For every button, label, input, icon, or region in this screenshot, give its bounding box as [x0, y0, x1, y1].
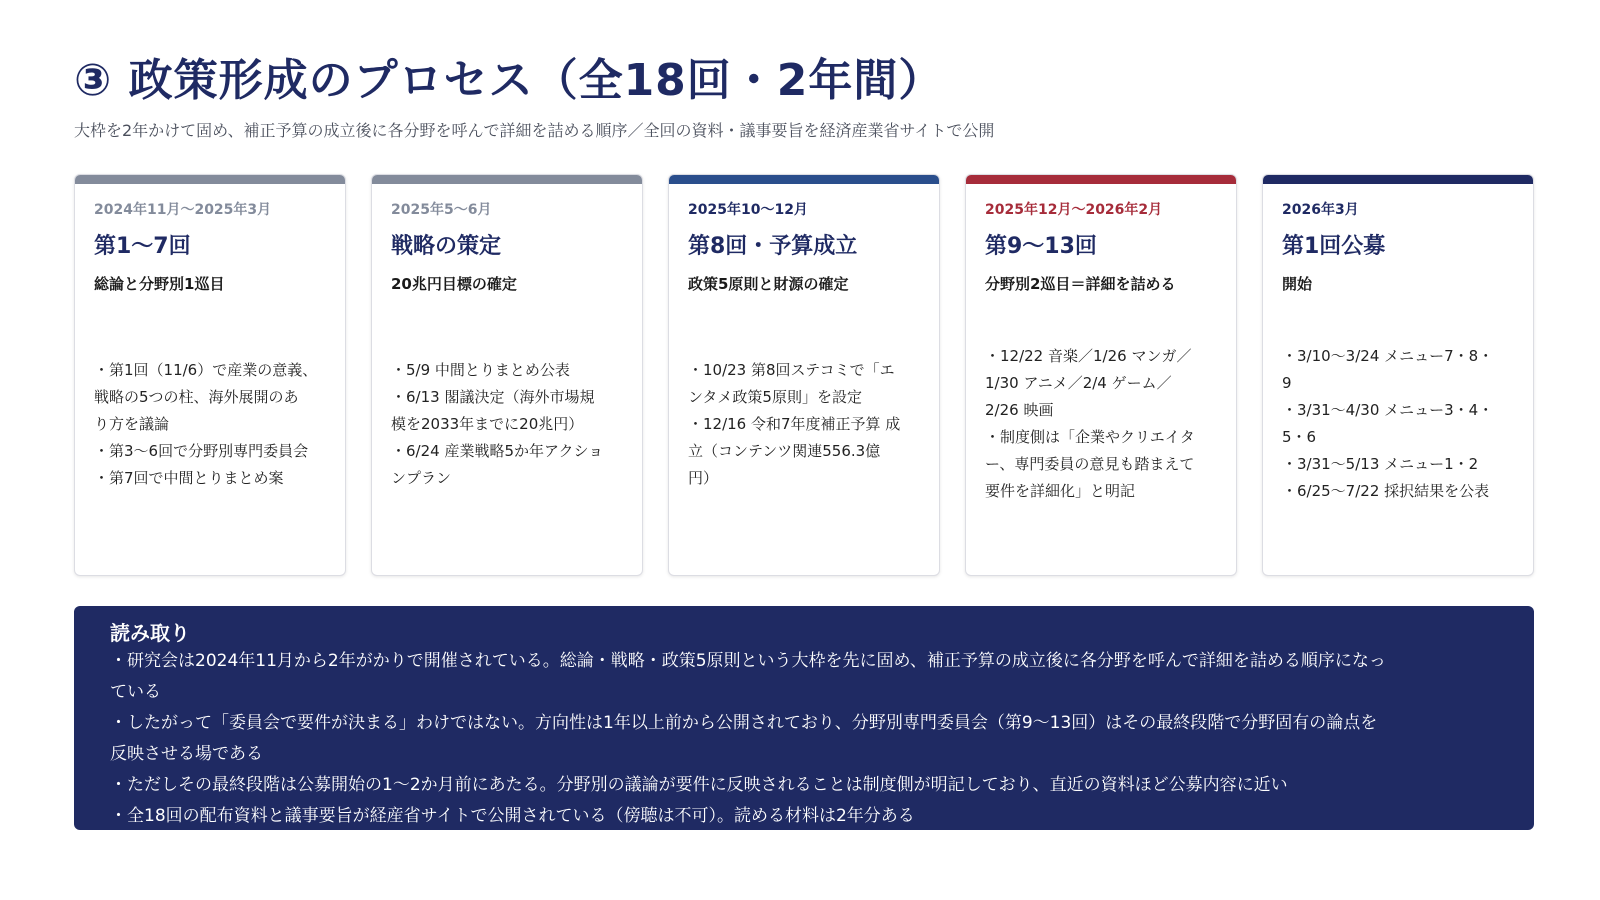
card-subheading: 20兆円目標の確定	[391, 275, 517, 293]
card-line: ・第7回で中間とりまとめ案	[94, 469, 284, 487]
card-line: り方を議論	[94, 415, 170, 433]
card-line: 立（コンテンツ関連556.3億	[688, 442, 881, 460]
card-accent-bar	[966, 175, 1236, 184]
card-line: ・10/23 第8回ステコミで「エ	[688, 361, 895, 379]
card-line: ・12/22 音楽／1/26 マンガ／	[985, 347, 1192, 365]
timeline-cards	[74, 174, 1534, 578]
card-line: 5・6	[1282, 428, 1317, 446]
card-line: 2/26 映画	[985, 401, 1054, 419]
card-period: 2024年11月～2025年3月	[94, 202, 272, 218]
card-period: 2025年12月～2026年2月	[985, 202, 1163, 218]
card-accent-bar	[1263, 175, 1533, 184]
card-line: ・6/25～7/22 採択結果を公表	[1282, 482, 1490, 500]
card-body	[94, 357, 332, 492]
card-line: ・3/10～3/24 メニュー7・8・	[1282, 347, 1494, 365]
card-accent-bar	[669, 175, 939, 184]
card-subheading: 政策5原則と財源の確定	[688, 275, 849, 293]
takeaway-line: ・研究会は2024年11月から2年がかりで開催されている。総論・戦略・政策5原則という大枠を先に固め、補正予算の成立後に各分野を呼んで詳細を詰める順序になっ	[110, 651, 1386, 671]
card-line: ・5/9 中間とりまとめ公表	[391, 361, 570, 379]
card-subheading: 分野別2巡目＝詳細を詰める	[985, 275, 1176, 293]
takeaway-line: ている	[110, 682, 161, 702]
timeline-card-1	[74, 174, 346, 576]
card-line: ・6/13 閣議決定（海外市場規	[391, 388, 595, 406]
timeline-card-4	[965, 174, 1237, 576]
takeaway-line: ・ただしその最終段階は公募開始の1～2か月前にあたる。分野別の議論が要件に反映されることは制度側が明記しており、直近の資料ほど公募内容に近い	[110, 775, 1288, 795]
card-line: ・3/31～4/30 メニュー3・4・	[1282, 401, 1494, 419]
card-subheading: 総論と分野別1巡目	[94, 275, 225, 293]
card-line: ・制度側は「企業やクリエイタ	[985, 428, 1195, 446]
card-line: ンタメ政策5原則」を設定	[688, 388, 862, 406]
takeaway-line: ・したがって「委員会で要件が決まる」わけではない。方向性は1年以上前から公開されており、分野別専門委員会（第9～13回）はその最終段階で分野固有の論点を	[110, 713, 1378, 733]
page-subtitle: 大枠を2年かけて固め、補正予算の成立後に各分野を呼んで詳細を詰める順序／全回の資料・議事要旨を経済産業省サイトで公開	[74, 121, 995, 140]
card-line: 1/30 アニメ／2/4 ゲーム／	[985, 374, 1172, 392]
card-line: ・6/24 産業戦略5か年アクショ	[391, 442, 604, 460]
card-heading: 第8回・予算成立	[688, 234, 858, 259]
card-body	[985, 343, 1223, 505]
timeline-card-3	[668, 174, 940, 576]
card-line: 9	[1282, 374, 1292, 392]
card-line: 円）	[688, 469, 719, 487]
card-line: ・12/16 令和7年度補正予算 成	[688, 415, 901, 433]
card-accent-bar	[75, 175, 345, 184]
card-heading: 第1回公募	[1282, 234, 1386, 259]
card-line: ・第3～6回で分野別専門委員会	[94, 442, 309, 460]
card-line: ・3/31～5/13 メニュー1・2	[1282, 455, 1479, 473]
card-period: 2025年10～12月	[688, 202, 808, 218]
card-body	[688, 357, 926, 492]
page-title: ③ 政策形成のプロセス（全18回・2年間）	[74, 55, 944, 106]
card-subheading: 開始	[1282, 275, 1313, 293]
timeline-card-5	[1262, 174, 1534, 576]
takeaways-title: 読み取り	[110, 621, 190, 645]
card-heading: 第1～7回	[94, 234, 191, 259]
card-heading: 戦略の策定	[391, 234, 502, 259]
card-line: 模を2033年までに20兆円）	[391, 415, 584, 433]
takeaway-line: 反映させる場である	[110, 744, 263, 764]
card-accent-bar	[372, 175, 642, 184]
timeline-card-2	[371, 174, 643, 576]
card-line: ンプラン	[391, 469, 452, 487]
card-line: ー、専門委員の意見も踏まえて	[985, 455, 1195, 473]
card-line: 戦略の5つの柱、海外展開のあ	[94, 388, 299, 406]
card-line: ・第1回（11/6）で産業の意義、	[94, 361, 318, 379]
card-period: 2026年3月	[1282, 202, 1359, 218]
card-line: 要件を詳細化」と明記	[985, 482, 1136, 500]
takeaways-panel	[74, 606, 1534, 830]
card-body	[391, 357, 629, 492]
card-heading: 第9～13回	[985, 234, 1097, 259]
card-body	[1282, 343, 1520, 505]
takeaway-line: ・全18回の配布資料と議事要旨が経産省サイトで公開されている（傍聴は不可）。読める材料は2年分ある	[110, 806, 915, 826]
card-period: 2025年5～6月	[391, 202, 492, 218]
